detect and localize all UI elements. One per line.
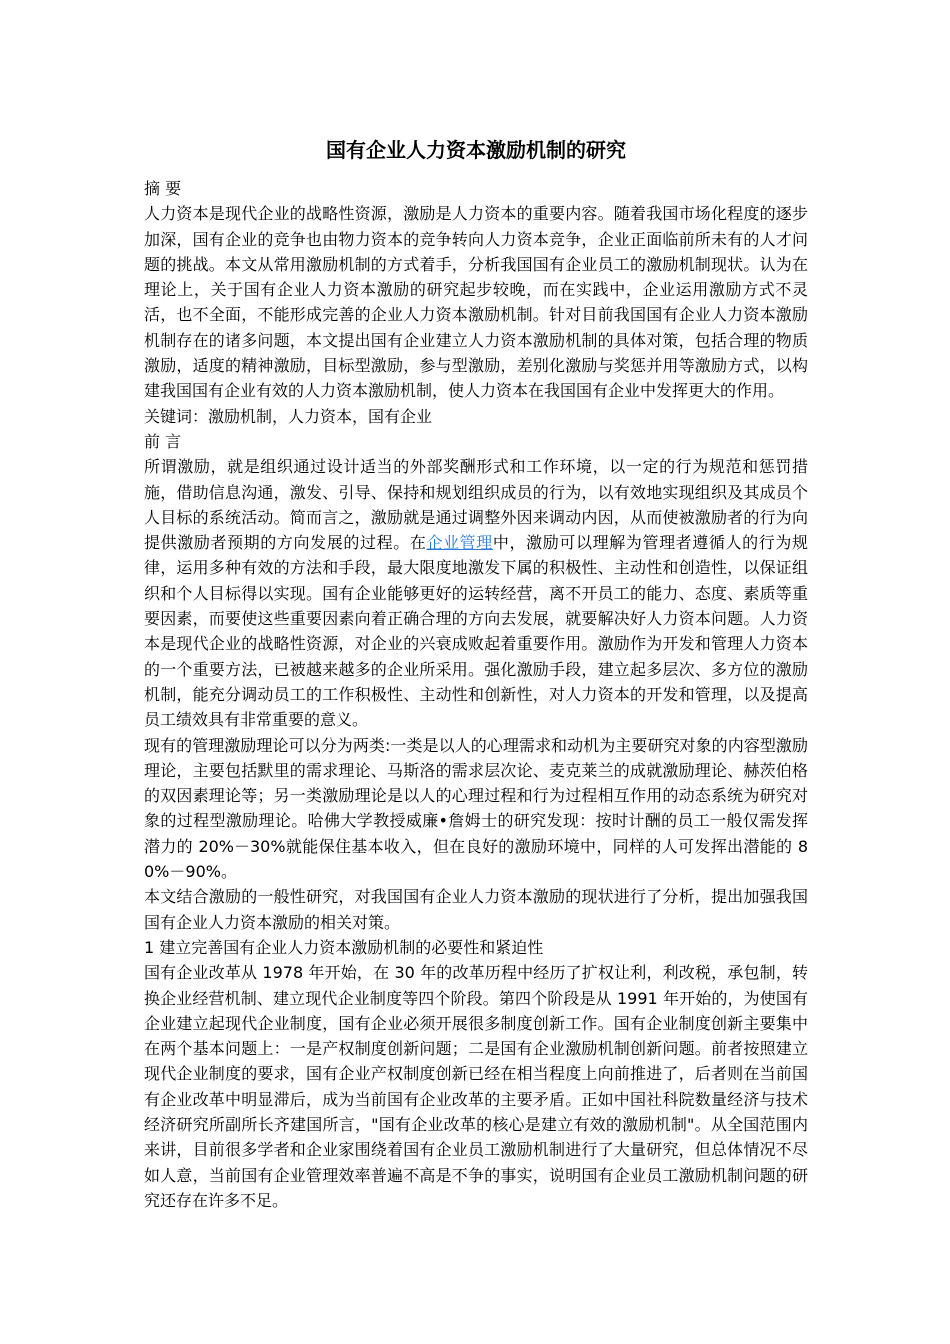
preface-heading: 前 言 xyxy=(144,431,182,451)
abstract-paragraph: 人力资本是现代企业的战略性资源，激励是人力资本的重要内容。随着我国市场化程度的逐步加深，国有企业的竞争也由物力资本的竞争转向人力资本竞争，企业正面临前所未有的人才问题的挑战。本文从常用激励机制的方式着手，分析我国国有企业员工的激励机制现状。认为在理论上，关于国有企业人力资本激励的研究起步较晚，而在实践中，企业运用激励方式不灵活，也不全面，不能形成完善的企业人力资本激励机制。针对目前我国国有企业人力资本激励机制存在的诸多问题，本文提出国有企业建立人力资本激励机制的具体对策，包括合理的物质激励，适度的精神激励，目标型激励，参与型激励，差别化激励与奖惩并用等激励方式，以构建我国国有企业有效的人力资本激励机制，使人力资本在我国国有企业中发挥更大的作用。 xyxy=(144,204,808,401)
keywords-line: 关键词：激励机制，人力资本，国有企业 xyxy=(144,406,433,426)
abstract-heading: 摘 要 xyxy=(144,179,182,198)
preface-p1-text-after: 中，激励可以理解为管理者遵循人的行为规律，运用多种有效的方法和手段，最大限度地激发下属的积极性、主动性和创造性，以保证组织和个人目标得以实现。国有企业能够更好的运转经营，离不开员工的能力、态度、素质等重要因素，而要使这些重要因素向着正确合理的方向去发展，就要解决好人力资本问题。人力资本是现代企业的战略性资源，对企业的兴衰成败起着重要作用。激励作为开发和管理人力资本的一个重要方法，已被越来越多的企业所采用。强化激励手段，建立起多层次、多方位的激励机制，能充分调动员工的工作积极性、主动性和创新性，对人力资本的开发和管理，以及提高员工绩效具有非常重要的意义。 xyxy=(144,533,808,730)
preface-paragraph-2: 现有的管理激励理论可以分为两类:一类是以人的心理需求和动机为主要研究对象的内容型激励理论，主要包括默里的需求理论、马斯洛的需求层次论、麦克莱兰的成就激励理论、赫茨伯格的双因素理论等；另一类激励理论是以人的心理过程和行为过程相互作用的动态系统为研究对象的过程型激励理论。哈佛大学教授威廉•詹姆士的研究发现：按时计酬的员工一般仅需发挥潜力的 20%－30%就能保住基本收入，但在良好的激励环境中，同样的人可发挥出潜能的 80%－90%。 xyxy=(144,735,808,882)
document-page xyxy=(144,136,808,1213)
section-1-paragraph: 国有企业改革从 1978 年开始，在 30 年的改革历程中经历了扩权让利，利改税，承包制，转换企业经营机制、建立现代企业制度等四个阶段。第四个阶段是从 1991 年开始的，为使国有企业建立起现代企业制度，国有企业必须开展很多制度创新工作。国有企业制度创新主要集中在两个基本问题上：一是产权制度创新问题；二是国有企业激励机制创新问题。前者按照建立现代企业制度的要求，国有企业产权制度创新已经在相当程度上向前推进了，后者则在当前国有企业改革中明显滞后，成为当前国有企业改革的主要矛盾。正如中国社科院数量经济与技术经济研究所副所长齐建国所言，"国有企业改革的核心是建立有效的激励机制"。从全国范围内来讲，目前很多学者和企业家围绕着国有企业员工激励机制进行了大量研究，但总体情况不尽如人意，当前国有企业管理效率普遍不高是不争的事实，说明国有企业员工激励机制问题的研究还存在许多不足。 xyxy=(144,963,808,1210)
enterprise-management-link[interactable]: 企业管理 xyxy=(426,533,493,553)
preface-p1-text-before: 所谓激励，就是组织通过设计适当的外部奖酬形式和工作环境，以一定的行为规范和惩罚措施，借助信息沟通，激发、引导、保持和规划组织成员的行为，以有效地实现组织及其成员个人目标的系统活动。简而言之，激励就是通过调整外因来调动内因，从而使被激励者的行为向提供激励者预期的方向发展的过程。在 xyxy=(144,457,808,553)
preface-paragraph-3: 本文结合激励的一般性研究，对我国国有企业人力资本激励的现状进行了分析，提出加强我国国有企业人力资本激励的相关对策。 xyxy=(144,887,808,932)
preface-paragraph-1 xyxy=(144,454,808,732)
section-1-heading: 1 建立完善国有企业人力资本激励机制的必要性和紧迫性 xyxy=(144,937,544,957)
document-title: 国有企业人力资本激励机制的研究 xyxy=(326,138,626,162)
